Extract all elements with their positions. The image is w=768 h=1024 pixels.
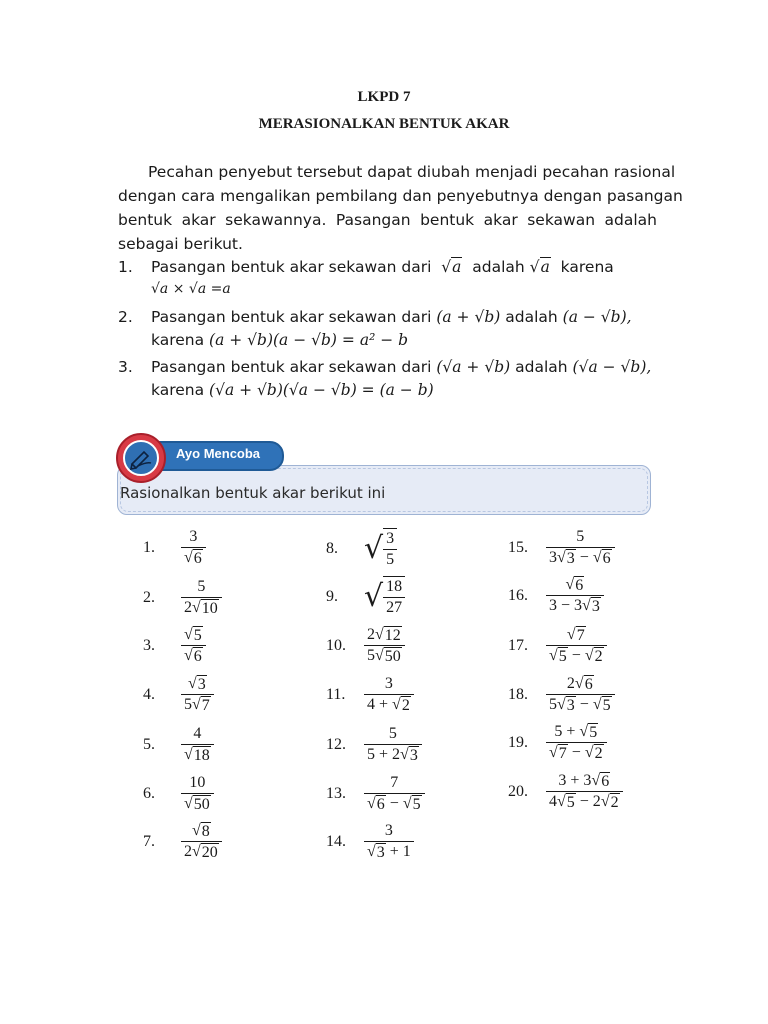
pair-number: 2. <box>118 308 133 326</box>
exercise-expression: √ $\frac{18}{27}$ <box>364 576 405 617</box>
exercise-number: 4. <box>143 685 155 703</box>
pair-identity: (√a + √b)(√a − √b) = (a − b) <box>209 381 434 399</box>
exercise-item <box>326 528 397 569</box>
exercise-item <box>326 576 405 617</box>
exercise-number: 14. <box>326 832 346 850</box>
instruction-text: Rasionalkan bentuk akar berikut ini <box>120 484 386 502</box>
exercise-number: 6. <box>143 784 155 802</box>
exercise-expression: √ $\frac{3}{5}$ <box>364 528 397 569</box>
exercise-number: 17. <box>508 636 528 654</box>
exercise-item <box>143 822 222 861</box>
exercise-item <box>143 578 222 617</box>
exercise-item <box>508 675 615 714</box>
pair-line <box>151 356 651 379</box>
exercise-number: 1. <box>143 538 155 556</box>
exercise-number: 11. <box>326 685 346 703</box>
exercise-item <box>508 626 607 665</box>
exercise-item <box>143 626 206 665</box>
pair-item-1 <box>118 256 658 302</box>
exercise-expression: 2 √ 6 5 √ 3 − √ 5 <box>546 675 615 714</box>
pair-mid: adalah <box>515 358 568 376</box>
exercise-item <box>508 723 607 762</box>
pair-line-2 <box>151 379 434 402</box>
page-title: LKPD 7 <box>357 89 411 105</box>
exercise-number: 2. <box>143 588 155 606</box>
pair-mid: adalah <box>472 258 525 276</box>
exercise-item <box>326 675 414 714</box>
exercise-number: 16. <box>508 586 528 604</box>
intro-line-1: Pecahan penyebut tersebut dapat diubah menjadi pecahan rasional <box>148 163 676 181</box>
exercise-number: 18. <box>508 685 528 703</box>
pencil-hand-icon <box>116 433 166 483</box>
pair-tail: karena <box>560 258 614 276</box>
exercise-number: 9. <box>326 587 338 605</box>
exercise-expression: 2 √ 12 5 √ 50 <box>364 626 405 665</box>
exercise-number: 19. <box>508 733 528 751</box>
exercise-number: 5. <box>143 735 155 753</box>
exercise-expression: 3 √ 6 <box>181 528 206 567</box>
exercise-number: 20. <box>508 782 528 800</box>
pair-because: karena <box>151 331 205 349</box>
exercise-number: 10. <box>326 636 346 654</box>
pair-text: Pasangan bentuk akar sekawan dari <box>151 308 432 326</box>
pair-line <box>151 256 614 279</box>
exercise-expression: √ 7 √ 5 − √ 2 <box>546 626 607 665</box>
exercise-item <box>326 822 414 861</box>
exercise-number: 13. <box>326 784 346 802</box>
pair-identity: (a + √b)(a − √b) = a² − b <box>209 331 409 349</box>
exercise-expression: √ 5 √ 6 <box>181 626 206 665</box>
exercise-expression: 5 + √ 5 √ 7 − √ 2 <box>546 723 607 762</box>
exercise-expression: 3 + 3 √ 6 4 √ 5 − 2 √ 2 <box>546 772 623 811</box>
pair-because: karena <box>151 381 205 399</box>
exercise-item <box>508 576 604 615</box>
exercise-expression: 3 4 + √ 2 <box>364 675 414 714</box>
exercise-item <box>326 725 422 764</box>
exercise-item <box>326 626 405 665</box>
exercise-number: 8. <box>326 539 338 557</box>
pair-number: 3. <box>118 358 133 376</box>
exercise-expression: 5 5 + 2 √ 3 <box>364 725 422 764</box>
exercise-item <box>326 774 425 813</box>
exercise-expression: √ 8 2 √ 20 <box>181 822 222 861</box>
exercise-item <box>143 675 214 714</box>
exercise-item <box>143 725 214 764</box>
exercise-expression: √ 3 5 √ 7 <box>181 675 214 714</box>
page-subtitle: MERASIONALKAN BENTUK AKAR <box>258 116 510 132</box>
exercise-expression: √ 6 3 − 3 √ 3 <box>546 576 604 615</box>
pair-mid: adalah <box>505 308 558 326</box>
pair-text: Pasangan bentuk akar sekawan dari <box>151 258 432 276</box>
exercise-number: 7. <box>143 832 155 850</box>
pair-number: 1. <box>118 258 133 276</box>
pair-line-2 <box>151 329 408 352</box>
exercise-number: 12. <box>326 735 346 753</box>
pair-identity: √a × √a =a <box>151 281 231 297</box>
exercise-expression: 5 3 √ 3 − √ 6 <box>546 528 615 567</box>
exercise-item <box>508 772 623 811</box>
pair-expression: (a + √b) <box>436 308 501 326</box>
pair-expression: (a − √b), <box>562 308 632 326</box>
exercise-expression: 7 √ 6 − √ 5 <box>364 774 425 813</box>
pair-expression: (√a − √b), <box>572 358 652 376</box>
exercise-item <box>143 774 214 813</box>
intro-line-4: sebagai berikut. <box>118 235 243 253</box>
exercise-expression: 10 √ 50 <box>181 774 214 813</box>
exercise-number: 15. <box>508 538 528 556</box>
pair-line <box>151 306 632 329</box>
pair-expression: (√a + √b) <box>436 358 511 376</box>
pair-item-2 <box>118 306 658 352</box>
exercise-number: 3. <box>143 636 155 654</box>
sqrt-a: √a <box>441 258 462 276</box>
exercise-item <box>143 528 206 567</box>
intro-paragraph <box>118 160 683 256</box>
intro-line-3: bentuk akar sekawannya. Pasangan bentuk akar sekawan adalah <box>118 211 657 229</box>
exercise-expression: 5 2 √ 10 <box>181 578 222 617</box>
sqrt-a: √a <box>529 258 550 276</box>
exercise-expression: 4 √ 18 <box>181 725 214 764</box>
pair-item-3 <box>118 356 658 402</box>
section-label: Ayo Mencoba <box>176 446 261 461</box>
intro-line-2: dengan cara mengalikan pembilang dan penyebutnya dengan pasangan <box>118 187 683 205</box>
pair-text: Pasangan bentuk akar sekawan dari <box>151 358 432 376</box>
exercise-item <box>508 528 615 567</box>
exercise-expression: 3 √ 3 + 1 <box>364 822 414 861</box>
